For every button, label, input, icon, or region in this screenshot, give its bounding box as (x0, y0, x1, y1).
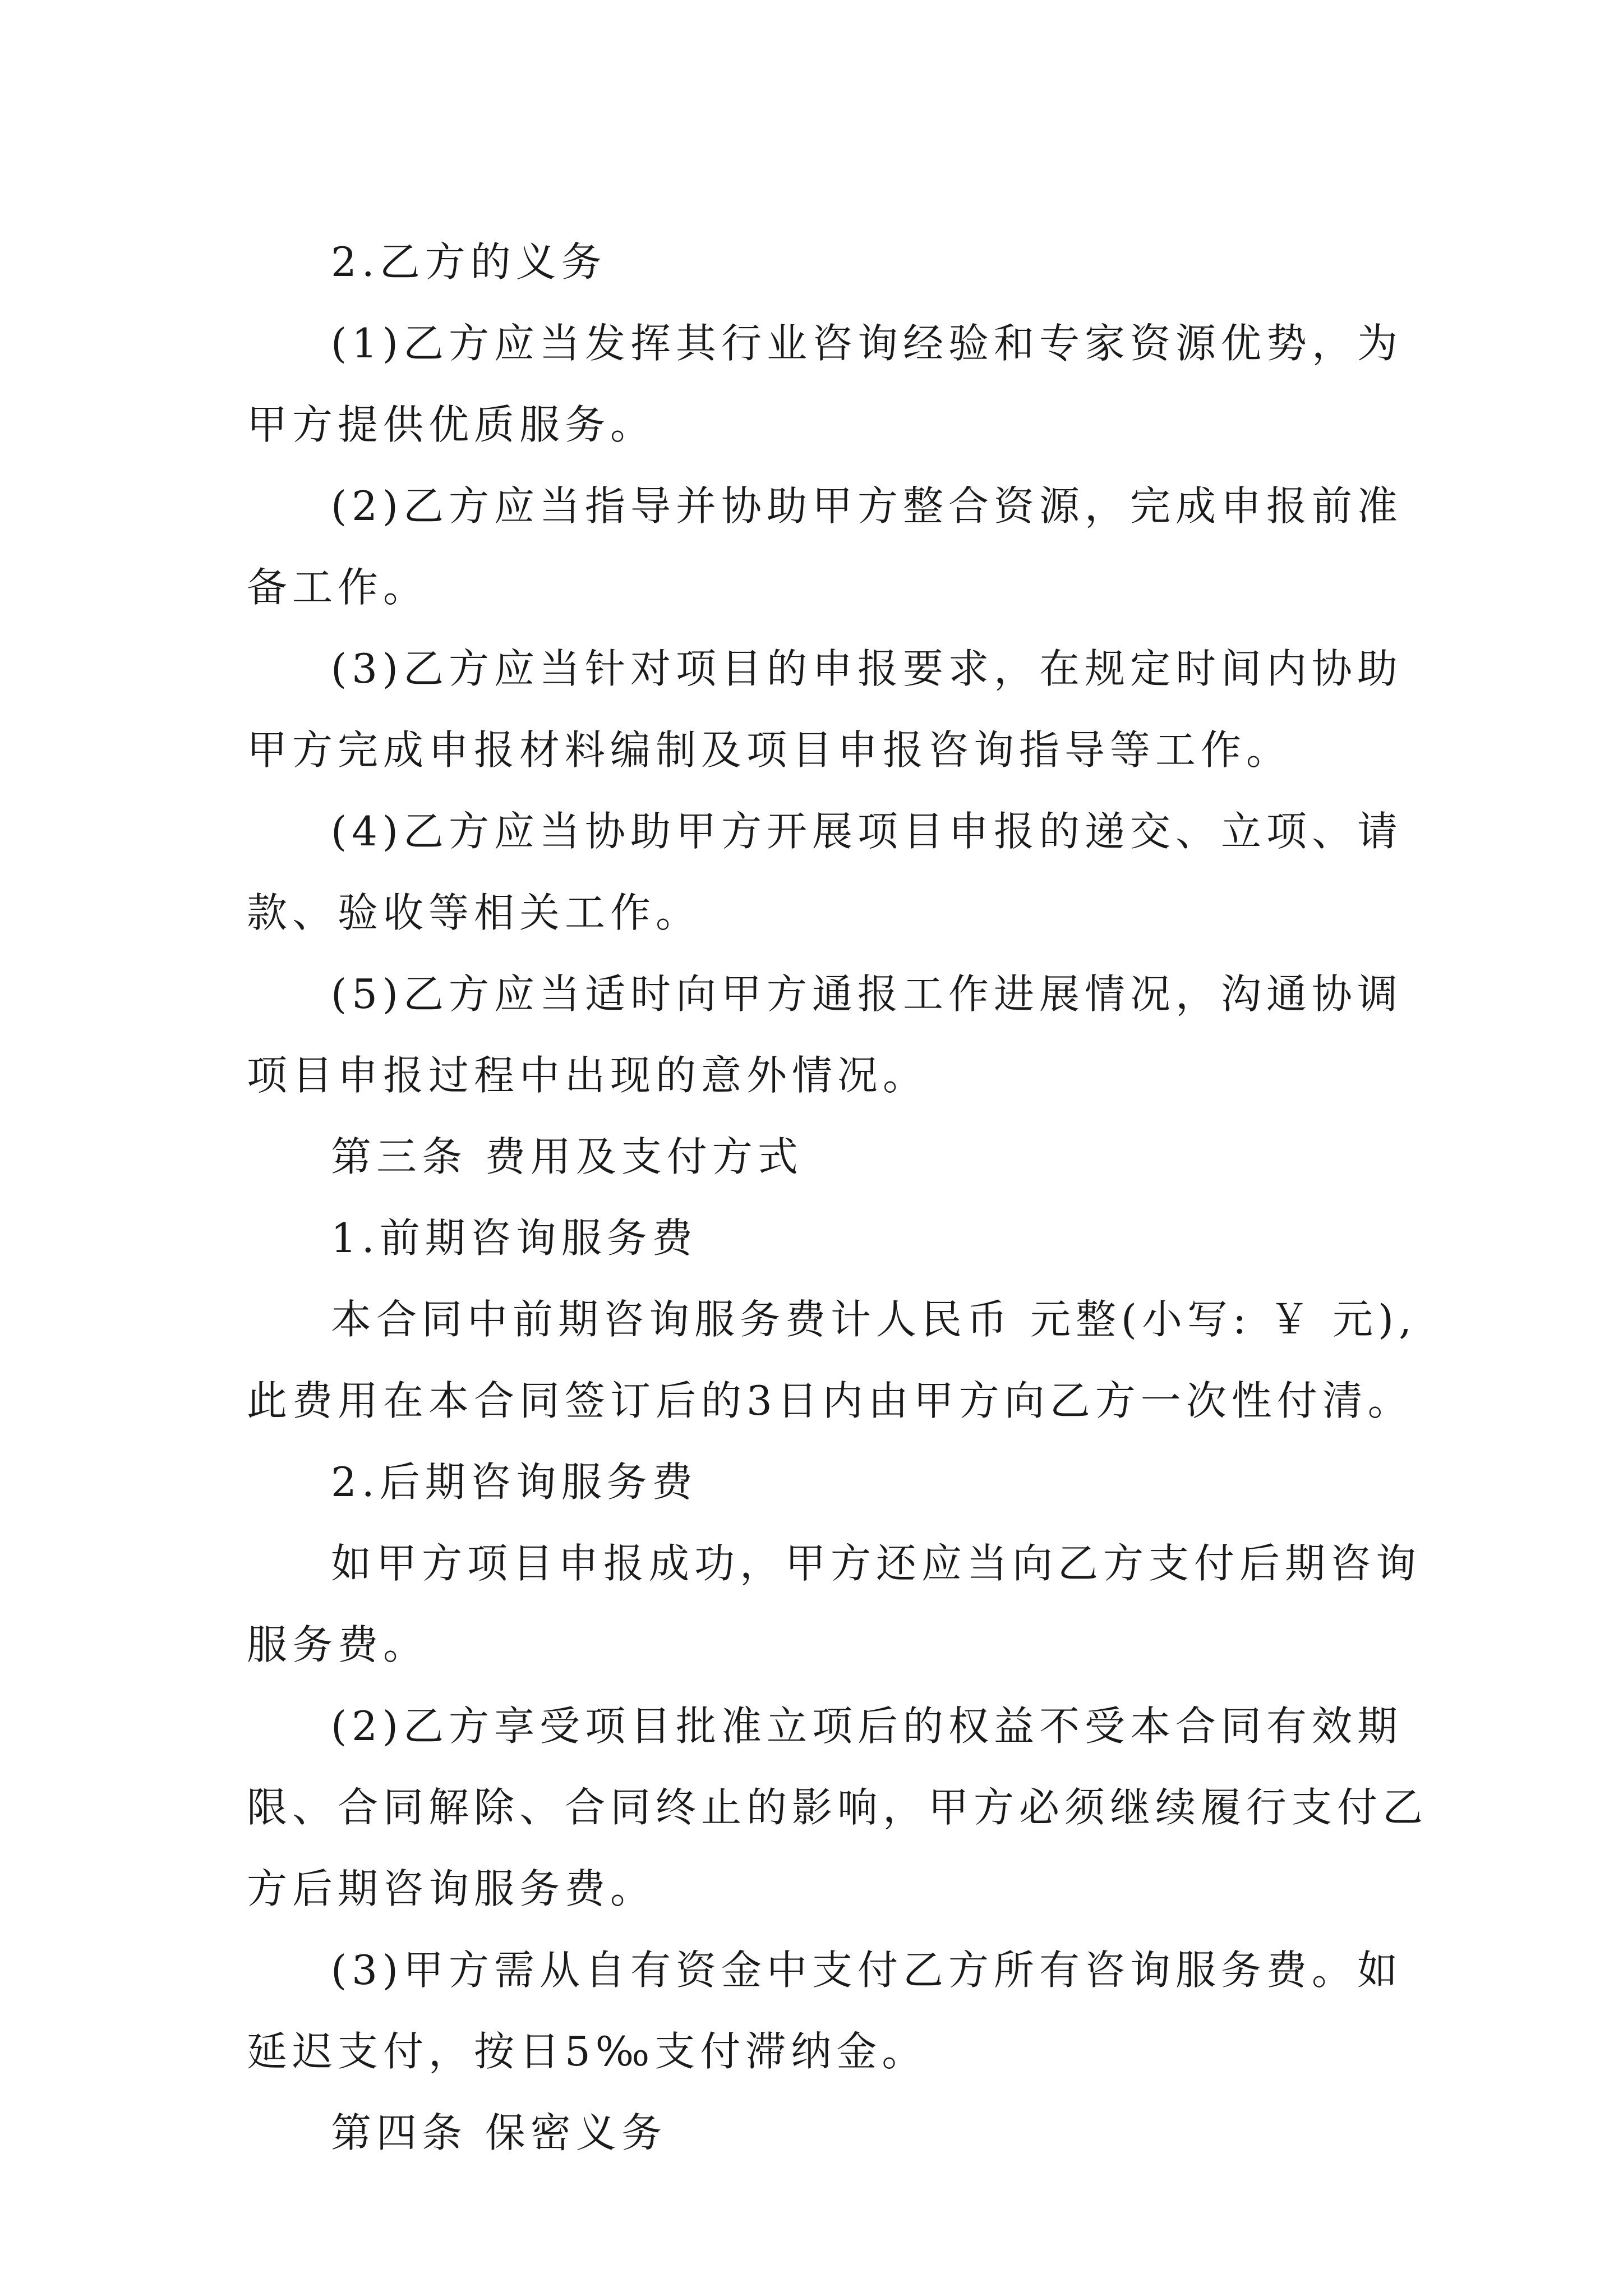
section-heading-party-b-obligations: 2.乙方的义务 (331, 238, 607, 286)
obligation-item-1: (1)乙方应当发挥其行业咨询经验和专家资源优势，为甲方提供优质服务。 (247, 320, 1403, 448)
fee-section-2-item-3: (3)甲方需从自有资金中支付乙方所有咨询服务费。如延迟支付，按日5‰支付滞纳金。 (247, 1947, 1403, 2075)
fee-section-2-heading: 2.后期咨询服务费 (331, 1458, 698, 1506)
obligation-item-3: (3)乙方应当针对项目的申报要求，在规定时间内协助甲方完成申报材料编制及项目申报咨询指导等工作。 (247, 645, 1403, 774)
fee-section-1-heading: 1.前期咨询服务费 (331, 1214, 698, 1262)
document-body (247, 222, 1430, 2174)
article-3-heading: 第三条 费用及支付方式 (331, 1133, 803, 1180)
fee-section-2-body: 如甲方项目申报成功，甲方还应当向乙方支付后期咨询服务费。 (247, 1540, 1422, 1668)
fee-section-1-body: 本合同中前期咨询服务费计人民币 元整(小写: ￥ 元),此费用在本合同签订后的3日内由甲方向乙方一次性付清。 (247, 1296, 1417, 1424)
obligation-item-2: (2)乙方应当指导并协助甲方整合资源，完成申报前准备工作。 (247, 482, 1403, 611)
obligation-item-5: (5)乙方应当适时向甲方通报工作进展情况，沟通协调项目申报过程中出现的意外情况。 (247, 970, 1403, 1099)
article-4-heading: 第四条 保密义务 (331, 2109, 667, 2156)
fee-section-2-item-2: (2)乙方享受项目批准立项后的权益不受本合同有效期限、合同解除、合同终止的影响，甲方必须继续履行支付乙方后期咨询服务费。 (247, 1703, 1428, 1912)
obligation-item-4: (4)乙方应当协助甲方开展项目申报的递交、立项、请款、验收等相关工作。 (247, 808, 1403, 936)
